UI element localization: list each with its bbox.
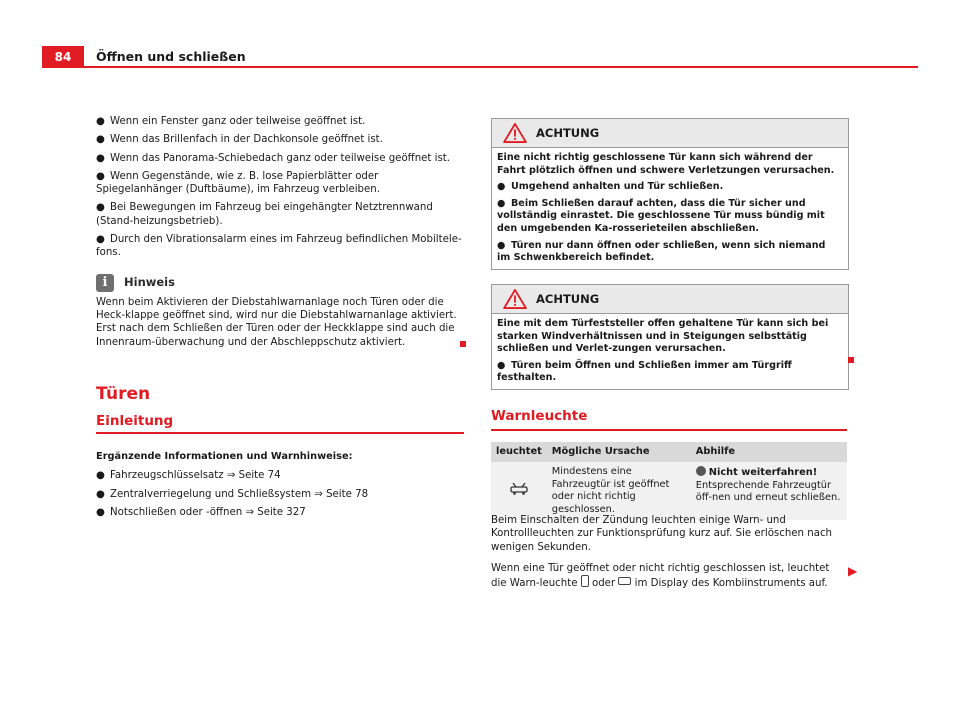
- warning-intro: Eine nicht richtig geschlossene Tür kann sich während der Fahrt plötzlich öffnen und schwere Verletzungen verursachen.: [497, 152, 835, 176]
- intro-heading: Ergänzende Informationen und Warnhinweise:: [96, 450, 353, 462]
- paragraph: Beim Einschalten der Zündung leuchten einige Warn- und Kontrollleuchten zur Funktionsprüfung kurz auf. Sie erlöschen nach wenigen Sekunden.: [491, 515, 833, 553]
- list-item: ● Wenn Gegenstände, wie z. B. lose Papierblätter oder Spiegelanhänger (Duftbäume), im Fahrzeug verbleiben.: [96, 170, 380, 196]
- left-column: [96, 115, 464, 524]
- list-item: ● Bei Bewegungen im Fahrzeug bei eingehängter Netztrennwand (Stand-heizungsbetrieb).: [96, 202, 433, 227]
- door-open-car-icon: [618, 577, 631, 585]
- page-number: 84: [42, 46, 84, 68]
- door-warning-icon: [581, 575, 589, 587]
- subsection-title: Einleitung: [96, 413, 174, 430]
- warning-light-table: [491, 442, 847, 520]
- warning-title: ACHTUNG: [536, 291, 600, 306]
- header-divider: [42, 66, 918, 68]
- section-end-mark: [460, 341, 466, 347]
- note-header: [96, 274, 464, 292]
- warning-title: ACHTUNG: [536, 125, 600, 140]
- stop-icon: [696, 466, 706, 476]
- warning-triangle-icon: [502, 123, 528, 143]
- list-item: ● Wenn ein Fenster ganz oder teilweise geöffnet ist.: [96, 116, 366, 127]
- continue-arrow-icon: ▶: [848, 564, 858, 578]
- table-header: leuchtet: [491, 442, 547, 462]
- warning-bullet: ● Türen beim Öffnen und Schließen immer am Türgriff festhalten.: [497, 359, 792, 384]
- paragraph: Wenn eine Tür geöffnet oder nicht richtig geschlossen ist, leuchtet die Warn-leuchte oder im Display des Kombiinstruments auf.: [491, 562, 830, 590]
- warning-bullet: ● Umgehend anhalten und Tür schließen.: [497, 181, 724, 193]
- list-item: ● Wenn das Brillenfach in der Dachkonsole geöffnet ist.: [96, 134, 383, 146]
- section-title: Türen: [96, 383, 151, 404]
- warning-header: [492, 119, 848, 148]
- table-cell-icon: [491, 462, 547, 520]
- door-open-car-icon: [508, 482, 530, 496]
- warning-intro: Eine mit dem Türfeststeller offen gehaltene Tür kann sich bei starken Windverhältnissen und in Steigungen selbsttätig schließen und Verlet-zungen verursachen.: [497, 318, 829, 355]
- list-item: ● Durch den Vibrationsalarm eines im Fahrzeug befindlichen Mobiltele-fons.: [96, 234, 462, 259]
- note-text: Wenn beim Aktivieren der Diebstahlwarnanlage noch Türen oder die Heck-klappe geöffnet sind, wird nur die Diebstahlwarnanlage aktiviert. Erst nach dem Schließen der Türen oder der Heckklappe sind auch die Innenraum-überwachung und der Abschleppschutz aktiviert.: [96, 296, 464, 349]
- warning-header: [492, 285, 848, 314]
- warning-box-1: [491, 118, 849, 270]
- warnleuchte-divider: [491, 429, 847, 431]
- subsection-divider: [96, 432, 464, 434]
- warning-bullet: ● Beim Schließen darauf achten, dass die Tür sicher und vollständig einrastet. Die geschlossene Tür muss bündig mit den umgebenden Ka-rosserieteilen abschließen.: [497, 197, 825, 234]
- warning-box-2: [491, 284, 849, 390]
- table-row: [491, 462, 847, 520]
- link-item[interactable]: ● Notschließen oder -öffnen ⇒ Seite 327: [96, 506, 306, 518]
- table-header: Mögliche Ursache: [547, 442, 691, 462]
- table-cell-remedy: Nicht weiterfahren! Entsprechende Fahrzeugtür öff-nen und erneut schließen.: [691, 462, 847, 520]
- warnleuchte-title: Warnleuchte: [491, 408, 588, 424]
- warning-bullet: ● Türen nur dann öffnen oder schließen, wenn sich niemand im Schwenkbereich befindet.: [497, 239, 826, 264]
- note-title: Hinweis: [124, 275, 175, 290]
- table-header: Abhilfe: [691, 442, 847, 462]
- right-paragraphs: [491, 514, 847, 595]
- page-title: Öffnen und schließen: [96, 49, 246, 64]
- table-cell-cause: Mindestens eine Fahrzeugtür ist geöffnet oder nicht richtig geschlossen.: [547, 462, 691, 520]
- section-end-mark: [848, 357, 854, 363]
- warning-triangle-icon: [502, 289, 528, 309]
- link-item[interactable]: ● Zentralverriegelung und Schließsystem ⇒ Seite 78: [96, 488, 369, 500]
- warnleuchte-section: [491, 408, 847, 431]
- link-item[interactable]: ● Fahrzeugschlüsselsatz ⇒ Seite 74: [96, 470, 281, 482]
- list-item: ● Wenn das Panorama-Schiebedach ganz oder teilweise geöffnet ist.: [96, 152, 451, 164]
- info-note-icon: i: [96, 274, 114, 292]
